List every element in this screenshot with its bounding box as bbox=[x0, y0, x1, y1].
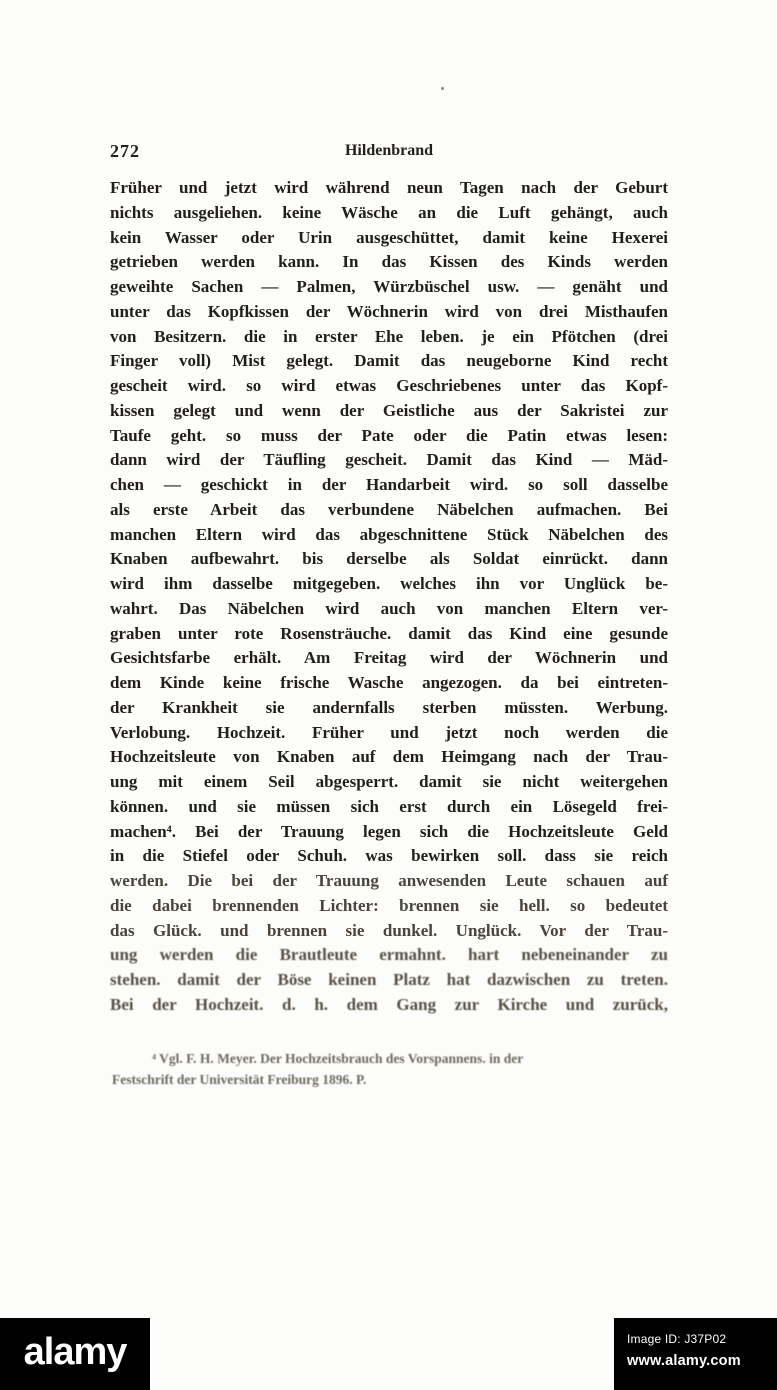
text-line: als erste Arbeit das verbundene Näbelchen aufmachen. Bei bbox=[110, 499, 668, 519]
text-line: Hochzeitsleute von Knaben auf dem Heimgang nach der Trau- bbox=[110, 747, 668, 767]
scan-artifact-dot bbox=[441, 87, 444, 90]
watermark-logo-bar bbox=[0, 1318, 150, 1390]
text-line: Knaben aufbewahrt. bis derselbe als Soldat einrückt. dann bbox=[110, 549, 668, 569]
text-line: unter das Kopfkissen der Wöchnerin wird von drei Misthaufen bbox=[110, 301, 668, 321]
text-line: chen — geschickt in der Handarbeit wird. so soll dasselbe bbox=[110, 475, 668, 494]
footnote bbox=[112, 1048, 657, 1090]
text-line: von Besitzern. die in erster Ehe leben. je ein Pfötchen (drei bbox=[110, 326, 668, 346]
text-line: Früher und jetzt wird während neun Tagen nach der Geburt bbox=[110, 178, 668, 197]
footnote-line: Festschrift der Universität Freiburg 1896. P. bbox=[112, 1072, 367, 1087]
text-line: dem Kinde keine frische Wasche angezogen. da bei eintreten- bbox=[110, 673, 668, 692]
text-line: Taufe geht. so muss der Pate oder die Patin etwas lesen: bbox=[110, 425, 668, 445]
text-line: werden. Die bei der Trauung anwesenden Leute schauen auf bbox=[110, 871, 668, 890]
text-line: kein Wasser oder Urin ausgeschüttet, damit keine Hexerei bbox=[110, 227, 668, 247]
text-line: Bei der Hochzeit. d. h. dem Gang zur Kirche und zurück, bbox=[110, 994, 668, 1014]
text-line: das Glück. und brennen sie dunkel. Unglück. Vor der Trau- bbox=[110, 920, 668, 940]
text-line: graben unter rote Rosensträuche. damit das Kind eine gesunde bbox=[110, 623, 668, 643]
text-line: wahrt. Das Näbelchen wird auch von manchen Eltern ver- bbox=[110, 598, 668, 618]
text-line: geweihte Sachen — Palmen, Würzbüschel usw. — genäht und bbox=[110, 277, 668, 296]
text-line: die dabei brennenden Lichter: brennen sie hell. so bedeutet bbox=[110, 895, 668, 915]
alamy-url: www.alamy.com bbox=[627, 1353, 741, 1369]
text-line: Verlobung. Hochzeit. Früher und jetzt noch werden die bbox=[110, 722, 668, 742]
text-line: Gesichtsfarbe erhält. Am Freitag wird der Wöchnerin und bbox=[110, 648, 668, 668]
text-line: gescheit wird. so wird etwas Geschriebenes unter das Kopf- bbox=[110, 376, 668, 395]
text-line: wird ihm dasselbe mitgegeben. welches ihn vor Unglück be- bbox=[110, 574, 668, 593]
text-line: ung mit einem Seil abgesperrt. damit sie nicht weitergehen bbox=[110, 772, 668, 791]
text-line: manchen Eltern wird das abgeschnittene Stück Näbelchen des bbox=[110, 524, 668, 544]
text-line: der Krankheit sie andernfalls sterben müssten. Werbung. bbox=[110, 697, 668, 717]
text-line: stehen. damit der Böse keinen Platz hat dazwischen zu treten. bbox=[110, 970, 668, 989]
text-line: Finger voll) Mist gelegt. Damit das neugeborne Kind recht bbox=[110, 351, 668, 371]
alamy-logo: alamy bbox=[23, 1331, 127, 1373]
running-header: Hildenbrand bbox=[344, 142, 434, 159]
page-number: 272 bbox=[110, 141, 140, 161]
text-line: dann wird der Täufling gescheit. Damit das Kind — Mäd- bbox=[110, 450, 668, 470]
image-id-label: Image ID: J37P02 bbox=[627, 1332, 727, 1346]
watermark-info-bar bbox=[614, 1318, 777, 1390]
text-line: können. und sie müssen sich erst durch ein Lösegeld frei- bbox=[110, 796, 668, 816]
text-line: getrieben werden kann. In das Kissen des Kinds werden bbox=[110, 252, 668, 272]
text-line: ung werden die Brautleute ermahnt. hart nebeneinander zu bbox=[110, 945, 668, 965]
footnote-line: ⁴ Vgl. F. H. Meyer. Der Hochzeitsbrauch des Vorspannens. in der bbox=[152, 1051, 524, 1066]
text-line: kissen gelegt und wenn der Geistliche aus der Sakristei zur bbox=[110, 400, 668, 420]
page-header bbox=[110, 141, 668, 165]
text-line: in die Stiefel oder Schuh. was bewirken soll. dass sie reich bbox=[110, 846, 668, 866]
text-line: nichts ausgeliehen. keine Wäsche an die Luft gehängt, auch bbox=[110, 202, 668, 222]
body-text bbox=[110, 176, 668, 1018]
text-line: machen⁴. Bei der Trauung legen sich die Hochzeitsleute Geld bbox=[110, 821, 668, 841]
